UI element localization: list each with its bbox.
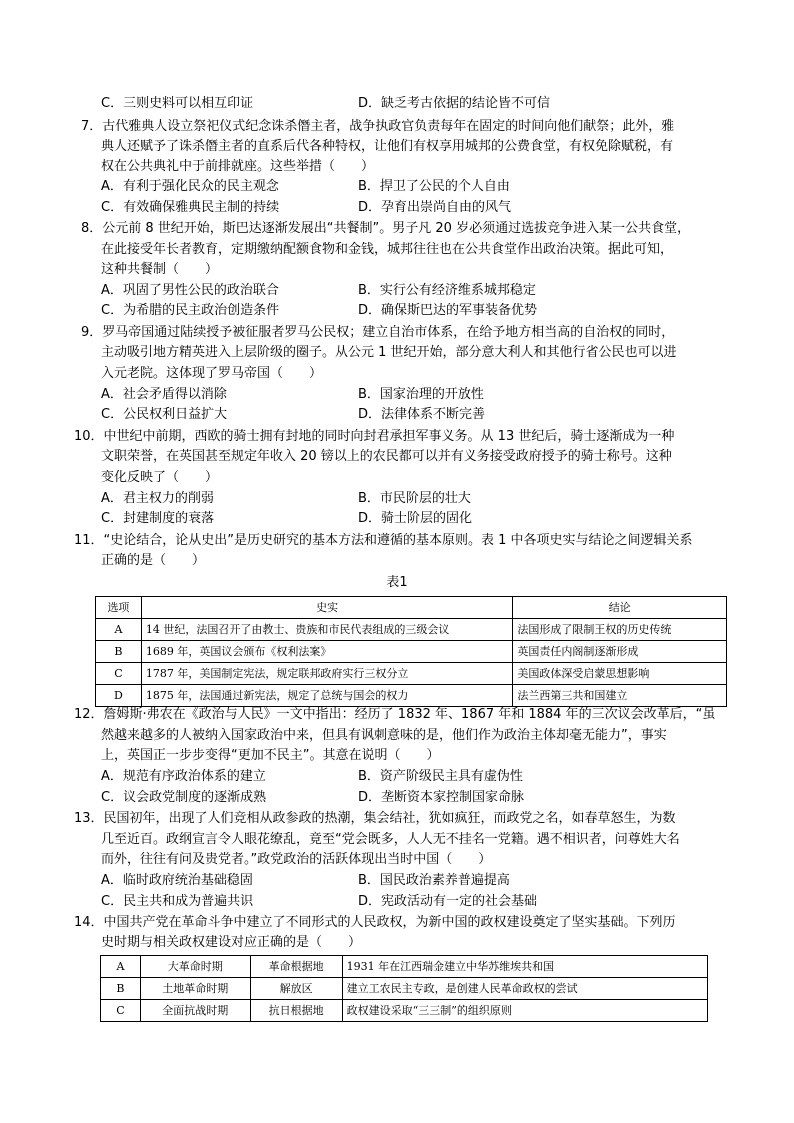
table-header-row (96, 597, 727, 619)
q9-stem-line: 9．罗马帝国通过陆续授予被征服者罗马公民权；建立自治市体系，在给予地方相当高的自治权的同时， (81, 325, 675, 340)
period-cell: 全面抗战时期 (140, 1000, 250, 1022)
q12-option-c: C．议会政党制度的逐渐成熟 (101, 790, 267, 805)
q9-option-d: D．法律体系不断完善 (358, 407, 486, 422)
fact-cell: 1787 年，美国制定宪法，规定联邦政府实行三权分立 (141, 663, 513, 685)
q10-stem-line: 10．中世纪中前期，西欧的骑士拥有封地的同时向封君承担军事义务。从 13 世纪后，骑士逐渐成为一种 (74, 429, 675, 444)
regime-cell: 建立工农民主专政，是创建人民革命政权的尝试 (342, 978, 707, 1000)
table-row (96, 663, 727, 685)
q13-stem-line: 而外，往往有问及贵党者。”政党政治的活跃体现出当时中国（ ） (101, 852, 492, 867)
table-row (96, 619, 727, 641)
q11-stem-line: 11．“史论结合，论从史出”是历史研究的基本方法和遵循的基本原则。表 1 中各项史实与结论之间逻辑关系 (74, 533, 693, 548)
q10-option-d: D．骑士阶层的固化 (358, 511, 473, 526)
q8-option-a: A．巩固了男性公民的政治联合 (101, 283, 279, 298)
base-cell: 革命根据地 (250, 956, 342, 978)
q9-option-c: C．公民权利日益扩大 (101, 407, 228, 422)
option-cell: C (101, 1000, 141, 1022)
q13-option-d: D．宪政活动有一定的社会基础 (358, 894, 538, 909)
q10-option-c: C．封建制度的衰落 (101, 511, 215, 526)
fact-cell: 14 世纪，法国召开了由教士、贵族和市民代表组成的三级会议 (141, 619, 513, 641)
q12-option-d: D．垄断资本家控制国家命脉 (358, 790, 525, 805)
fact-cell: 1875 年，法国通过新宪法，规定了总统与国会的权力 (141, 685, 513, 707)
table-row (101, 1000, 708, 1022)
q13-stem-line: 13．民国初年，出现了人们竞相从政参政的热潮，集会结社，犹如疯狂，而政党之名，如春草怒生，为数 (74, 811, 676, 826)
q10-option-a: A．君主权力的削弱 (101, 491, 214, 506)
q9-option-a: A．社会矛盾得以消除 (101, 387, 227, 402)
q6-option-c: C．三则史料可以相互印证 (101, 96, 254, 111)
q14-table (100, 955, 708, 1022)
q11-table (95, 596, 727, 707)
period-cell: 土地革命时期 (140, 978, 250, 1000)
base-cell: 解放区 (250, 978, 342, 1000)
regime-cell: 1931 年在江西瑞金建立中华苏维埃共和国 (342, 956, 707, 978)
q13-option-b: B．国民政治素养普遍提高 (358, 873, 510, 888)
fact-cell: 1689 年，英国议会颁布《权利法案》 (141, 641, 513, 663)
q10-option-b: B．市民阶层的壮大 (358, 491, 471, 506)
q7-option-c: C．有效确保雅典民主制的持续 (101, 200, 280, 215)
q8-option-d: D．确保斯巴达的军事装备优势 (358, 303, 538, 318)
table-row (96, 641, 727, 663)
option-cell: B (96, 641, 142, 663)
q13-stem-line: 几至近百。政纲宣言令人眼花缭乱，竟至“党会既多，人人无不挂名一党籍。遇不相识者，问尊姓大名 (101, 832, 680, 847)
table-header-cell: 结论 (513, 597, 727, 619)
option-cell: D (96, 685, 142, 707)
q7-option-a: A．有利于强化民众的民主观念 (101, 179, 279, 194)
q12-option-a: A．规范有序政治体系的建立 (101, 769, 266, 784)
base-cell: 抗日根据地 (250, 1000, 342, 1022)
q6-option-d: D．缺乏考古依据的结论皆不可信 (358, 96, 551, 111)
option-cell: A (96, 619, 142, 641)
q9-stem-line: 入元老院。这体现了罗马帝国（ ） (101, 366, 323, 381)
conclusion-cell: 美国政体深受启蒙思想影响 (513, 663, 727, 685)
conclusion-cell: 法国形成了限制王权的历史传统 (513, 619, 727, 641)
q7-stem-line: 典人还赋予了诛杀僭主者的直系后代各种特权，让他们有权享用城邦的公费食堂，有权免除赋税，有 (101, 139, 674, 154)
option-cell: B (101, 978, 141, 1000)
q14-stem-line: 史时期与相关政权建设对应正确的是（ ） (101, 935, 362, 950)
table-header-cell: 选项 (96, 597, 142, 619)
q13-option-a: A．临时政府统治基础稳固 (101, 873, 253, 888)
q9-option-b: B．国家治理的开放性 (358, 387, 484, 402)
q7-option-b: B．捍卫了公民的个人自由 (358, 179, 510, 194)
option-cell: A (101, 956, 141, 978)
option-cell: C (96, 663, 142, 685)
period-cell: 大革命时期 (140, 956, 250, 978)
q7-stem-line: 7．古代雅典人设立祭祀仪式纪念诛杀僭主者，战争执政官负责每年在固定的时间向他们献祭；此外，雅 (81, 119, 675, 134)
q11-stem-line: 正确的是（ ） (101, 553, 206, 568)
q12-stem-line: 12．詹姆斯·弗农在《政治与人民》一文中指出：经历了 1832 年、1867 年和 1884 年的三次议会改革后，“虽 (74, 707, 716, 722)
q7-option-d: D．孕育出崇尚自由的风气 (358, 200, 512, 215)
q12-stem-line: 上，英国正一步步变得“更加不民主”。其意在说明（ ） (101, 748, 440, 763)
q8-option-b: B．实行公有经济维系城邦稳定 (358, 283, 536, 298)
table-row (101, 956, 708, 978)
table-caption: 表1 (386, 575, 408, 590)
q9-stem-line: 主动吸引地方精英进入上层阶级的圈子。从公元 1 世纪开始，部分意大利人和其他行省公民也可以进 (101, 345, 677, 360)
q12-stem-line: 然越来越多的人被纳入国家政治中来，但具有讽刺意味的是，他们作为政治主体却毫无能力”，事实 (101, 728, 667, 743)
q12-option-b: B．资产阶级民主具有虚伪性 (358, 769, 523, 784)
q7-stem-line: 权在公共典礼中于前排就座。这些举措（ ） (101, 159, 375, 174)
table-row (96, 685, 727, 707)
q13-option-c: C．民主共和成为普遍共识 (101, 894, 254, 909)
q10-stem-line: 文职荣誉，在英国甚至规定年收入 20 镑以上的农民都可以并有义务接受政府授予的骑士称号。这种 (101, 449, 672, 464)
regime-cell: 政权建设采取“三三制”的组织原则 (342, 1000, 707, 1022)
q8-option-c: C．为希腊的民主政治创造条件 (101, 303, 280, 318)
conclusion-cell: 法兰西第三共和国建立 (513, 685, 727, 707)
q8-stem-line: 在此接受年长者教育，定期缴纳配额食物和金钱，城邦往往也在公共食堂作出政治决策。据此可知， (101, 242, 674, 257)
q10-stem-line: 变化反映了（ ） (101, 470, 219, 485)
q14-stem-line: 14．中国共产党在革命斗争中建立了不同形式的人民政权，为新中国的政权建设奠定了坚实基础。下列历 (74, 915, 676, 930)
q8-stem-line: 8．公元前 8 世纪开始，斯巴达逐渐发展出“共餐制”。男子凡 20 岁必须通过选拔竞争进入某一公共食堂， (81, 221, 691, 236)
conclusion-cell: 英国责任内阁制逐渐形成 (513, 641, 727, 663)
q8-stem-line: 这种共餐制（ ） (101, 262, 219, 277)
table-header-cell: 史实 (141, 597, 513, 619)
table-row (101, 978, 708, 1000)
